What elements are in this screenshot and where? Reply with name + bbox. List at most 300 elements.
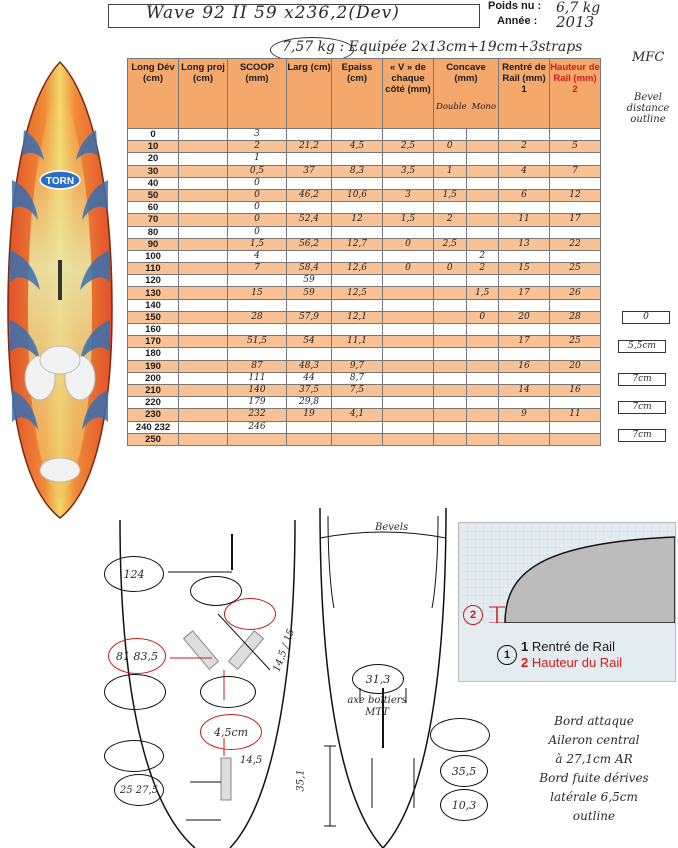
cell-proj [179, 311, 228, 323]
cell-cm [466, 129, 499, 141]
cell-v [383, 360, 434, 372]
cell-cd [434, 226, 467, 238]
cell-haut [550, 348, 601, 360]
table-row [128, 214, 601, 226]
cell-dev: 100 [128, 250, 179, 262]
board-title: Wave 92 II 59 x236,2(Dev) [146, 3, 400, 23]
cell-cd: 0 [434, 141, 467, 153]
cell-proj [179, 348, 228, 360]
cell-dev: 230 [128, 409, 179, 421]
cell-dev: 190 [128, 360, 179, 372]
cell-epais: 8,7 [332, 372, 383, 384]
cell-epais: 4,5 [332, 141, 383, 153]
cell-v: 1,5 [383, 214, 434, 226]
cell-v [383, 409, 434, 421]
cell-dev: 240 232 [128, 421, 179, 433]
cell-larg [287, 177, 332, 189]
cell-haut [550, 372, 601, 384]
cell-dev: 170 [128, 336, 179, 348]
cell-cm [466, 324, 499, 336]
cell-haut [550, 177, 601, 189]
cell-haut [550, 397, 601, 409]
table-row [128, 299, 601, 311]
cell-cd [434, 153, 467, 165]
cell-cd [434, 348, 467, 360]
cell-scoop: 87 [228, 360, 287, 372]
cell-cd [434, 384, 467, 396]
cell-cd [434, 250, 467, 262]
cell-cm: 2 [466, 250, 499, 262]
cell-dev: 160 [128, 324, 179, 336]
cell-dev: 200 [128, 372, 179, 384]
cell-epais [332, 202, 383, 214]
note-line-4: latérale 6,5cm [550, 790, 638, 804]
cell-scoop: 4 [228, 250, 287, 262]
table-row [128, 397, 601, 409]
circle-81-text: 81 83,5 [116, 649, 158, 663]
circle-124 [104, 556, 164, 592]
annee-label: Année : [497, 15, 538, 27]
cell-v [383, 177, 434, 189]
circle-10 [440, 789, 488, 821]
cell-haut [550, 250, 601, 262]
cell-proj [179, 214, 228, 226]
cell-rentre: 17 [499, 336, 550, 348]
legend-2-text: Hauteur du Rail [531, 655, 623, 670]
cell-cd [434, 129, 467, 141]
cell-epais: 11,1 [332, 336, 383, 348]
dim-straps: 14,5 / 15 [271, 627, 298, 674]
concave-double-label: Double [436, 102, 467, 112]
cell-larg [287, 129, 332, 141]
cell-cm [466, 384, 499, 396]
cell-dev: 30 [128, 165, 179, 177]
table-row [128, 153, 601, 165]
cell-cd [434, 311, 467, 323]
cell-scoop [228, 275, 287, 287]
table-row [128, 433, 601, 445]
circle-empty-left-2 [104, 740, 164, 772]
cell-proj [179, 263, 228, 275]
circle-31 [352, 664, 404, 694]
cell-epais [332, 250, 383, 262]
concave-mono-label: Mono [471, 102, 496, 112]
legend-1-text: Rentré de Rail [531, 639, 615, 654]
cell-rentre [499, 177, 550, 189]
cell-cd [434, 324, 467, 336]
cell-cd [434, 421, 467, 433]
cell-scoop: 0 [228, 226, 287, 238]
cell-haut: 26 [550, 287, 601, 299]
table-row [128, 324, 601, 336]
cell-scoop: 2 [228, 141, 287, 153]
cell-v [383, 372, 434, 384]
weight-brand: MFC [632, 50, 665, 65]
cell-epais: 12,1 [332, 311, 383, 323]
cell-rentre [499, 153, 550, 165]
cell-scoop: 140 [228, 384, 287, 396]
table-row [128, 421, 601, 433]
table-row [128, 336, 601, 348]
cell-proj [179, 336, 228, 348]
header-hauteur-rail: Hauteur de Rail (mm) 2 [550, 59, 601, 129]
cell-scoop: 179 [228, 397, 287, 409]
cell-haut [550, 433, 601, 445]
cell-proj [179, 165, 228, 177]
cell-haut [550, 299, 601, 311]
cell-rentre [499, 129, 550, 141]
handwritten-notes [514, 712, 674, 826]
cell-cd [434, 372, 467, 384]
cell-proj [179, 238, 228, 250]
table-row [128, 348, 601, 360]
cell-haut [550, 153, 601, 165]
cell-epais [332, 299, 383, 311]
cell-cd [434, 397, 467, 409]
cell-epais: 12,6 [332, 263, 383, 275]
cell-rentre [499, 324, 550, 336]
cell-rentre: 2 [499, 141, 550, 153]
cell-cm [466, 299, 499, 311]
cell-larg: 48,3 [287, 360, 332, 372]
cell-cm: 2 [466, 263, 499, 275]
cell-scoop [228, 348, 287, 360]
cell-v [383, 250, 434, 262]
cell-larg: 52,4 [287, 214, 332, 226]
header-epaiss: Epaiss (cm) [332, 59, 383, 129]
cell-cm [466, 348, 499, 360]
table-row [128, 263, 601, 275]
cell-proj [179, 275, 228, 287]
cell-v [383, 384, 434, 396]
cell-scoop: 111 [228, 372, 287, 384]
cell-proj [179, 287, 228, 299]
cell-cd [434, 287, 467, 299]
cell-cm [466, 189, 499, 201]
cell-v: 3 [383, 189, 434, 201]
cell-dev: 60 [128, 202, 179, 214]
cell-haut [550, 226, 601, 238]
cell-epais [332, 226, 383, 238]
cell-rentre: 9 [499, 409, 550, 421]
cell-v [383, 129, 434, 141]
cell-dev: 110 [128, 263, 179, 275]
table-row [128, 202, 601, 214]
dim-351: 35,1 [295, 769, 307, 792]
cell-scoop: 1 [228, 153, 287, 165]
cell-epais [332, 348, 383, 360]
cell-proj [179, 177, 228, 189]
cell-haut: 25 [550, 263, 601, 275]
cell-larg [287, 202, 332, 214]
cell-haut: 16 [550, 384, 601, 396]
circle-empty-mid [430, 718, 490, 752]
cell-scoop [228, 324, 287, 336]
cell-epais [332, 397, 383, 409]
cell-dev: 150 [128, 311, 179, 323]
table-row [128, 177, 601, 189]
cell-v [383, 324, 434, 336]
cell-haut [550, 324, 601, 336]
cell-larg: 57,9 [287, 311, 332, 323]
circle-mid-strap [200, 676, 256, 708]
note-line-2: à 27,1cm AR [555, 752, 633, 766]
cell-v [383, 226, 434, 238]
cell-scoop: 3 [228, 129, 287, 141]
cell-larg [287, 324, 332, 336]
cell-epais [332, 153, 383, 165]
cell-cd [434, 202, 467, 214]
header-rentre-rail: Rentré de Rail (mm) 1 [499, 59, 550, 129]
cell-dev: 180 [128, 348, 179, 360]
header-concave [434, 59, 499, 129]
cell-larg [287, 348, 332, 360]
cell-rentre: 11 [499, 214, 550, 226]
bevels-label: Bevels [375, 522, 409, 533]
cell-dev: 90 [128, 238, 179, 250]
rail-profile [459, 523, 675, 623]
cell-epais: 12,7 [332, 238, 383, 250]
cell-haut: 25 [550, 336, 601, 348]
cell-dev: 140 [128, 299, 179, 311]
header-long-dev: Long Dév (cm) [128, 59, 179, 129]
legend-marker-2: 2 [463, 605, 483, 625]
cell-epais: 12,5 [332, 287, 383, 299]
cell-v [383, 299, 434, 311]
cell-scoop: 246 [228, 421, 287, 433]
cell-larg: 37,5 [287, 384, 332, 396]
cell-cd [434, 299, 467, 311]
cell-rentre: 14 [499, 384, 550, 396]
table-row [128, 275, 601, 287]
cell-dev: 80 [128, 226, 179, 238]
cell-larg: 58,4 [287, 263, 332, 275]
cell-larg [287, 250, 332, 262]
note-line-0: Bord attaque [554, 714, 634, 728]
bevel-value-170: 7cm [618, 373, 666, 386]
bevel-value-130: 0 [622, 311, 670, 324]
table-row [128, 165, 601, 177]
cell-proj [179, 189, 228, 201]
cell-cd [434, 275, 467, 287]
cell-proj [179, 384, 228, 396]
cell-proj [179, 324, 228, 336]
cell-proj [179, 226, 228, 238]
cell-haut: 12 [550, 189, 601, 201]
cell-haut [550, 129, 601, 141]
table-row [128, 287, 601, 299]
cell-rentre [499, 372, 550, 384]
cell-v [383, 275, 434, 287]
table-row [128, 360, 601, 372]
bevel-value-190: 7cm [618, 401, 666, 414]
cell-rentre [499, 299, 550, 311]
cell-cm [466, 275, 499, 287]
cell-larg [287, 153, 332, 165]
cell-scoop: 0 [228, 202, 287, 214]
cell-proj [179, 141, 228, 153]
legend-line-1 [521, 639, 615, 654]
cell-rentre [499, 226, 550, 238]
poids-label: Poids nu : [488, 0, 542, 12]
cell-v [383, 336, 434, 348]
cell-dev: 50 [128, 189, 179, 201]
cell-dev: 250 [128, 433, 179, 445]
cell-haut [550, 275, 601, 287]
poids-value: 6,7 kg [556, 0, 601, 16]
table-row [128, 189, 601, 201]
spec-table [127, 58, 601, 446]
cell-scoop [228, 299, 287, 311]
bevel-value-150: 5,5cm [618, 340, 666, 353]
cell-cd: 1,5 [434, 189, 467, 201]
table-row [128, 384, 601, 396]
cell-proj [179, 153, 228, 165]
table-row [128, 238, 601, 250]
cell-scoop [228, 433, 287, 445]
cell-haut: 22 [550, 238, 601, 250]
cell-cm [466, 177, 499, 189]
circle-25 [114, 774, 164, 806]
cell-rentre [499, 250, 550, 262]
note-line-1: Aileron central [548, 733, 640, 747]
bevel-note: Bevel distance outline [626, 92, 670, 125]
cell-proj [179, 129, 228, 141]
cell-cm [466, 360, 499, 372]
cell-epais: 10,6 [332, 189, 383, 201]
cell-cm [466, 153, 499, 165]
table-row [128, 250, 601, 262]
cell-scoop: 0 [228, 214, 287, 226]
cell-cm [466, 214, 499, 226]
cell-proj [179, 433, 228, 445]
cell-cm [466, 202, 499, 214]
cell-cm [466, 372, 499, 384]
cell-rentre: 6 [499, 189, 550, 201]
cell-epais [332, 324, 383, 336]
header-long-proj: Long proj (cm) [179, 59, 228, 129]
circle-front-strap-red [224, 598, 276, 630]
cell-epais: 12 [332, 214, 383, 226]
cell-rentre [499, 275, 550, 287]
weight-equipped: 7,57 kg : Equipée 2x13cm+19cm+3straps [282, 39, 583, 55]
note-line-5: outline [572, 809, 616, 823]
cell-proj [179, 360, 228, 372]
circle-25-text: 25 27,5 [119, 784, 159, 796]
cell-cd: 0 [434, 263, 467, 275]
cell-epais: 8,3 [332, 165, 383, 177]
cell-v [383, 348, 434, 360]
cell-larg: 46,2 [287, 189, 332, 201]
header-scoop: SCOOP (mm) [228, 59, 287, 129]
cell-proj [179, 372, 228, 384]
cell-cm [466, 141, 499, 153]
circle-45 [200, 714, 262, 750]
cell-larg: 37 [287, 165, 332, 177]
cell-proj [179, 250, 228, 262]
cell-scoop: 51,5 [228, 336, 287, 348]
cell-v [383, 311, 434, 323]
cell-epais: 7,5 [332, 384, 383, 396]
cell-epais [332, 177, 383, 189]
cell-larg: 59 [287, 275, 332, 287]
cell-haut: 5 [550, 141, 601, 153]
note-line-3: Bord fuite dérives [539, 771, 649, 785]
cell-dev: 220 [128, 397, 179, 409]
cell-cm [466, 409, 499, 421]
legend-line-2 [521, 655, 622, 670]
cell-proj [179, 202, 228, 214]
table-row [128, 372, 601, 384]
cell-rentre [499, 348, 550, 360]
cell-scoop: 0,5 [228, 165, 287, 177]
cell-scoop: 0 [228, 189, 287, 201]
cell-epais [332, 433, 383, 445]
annee-value: 2013 [556, 13, 595, 31]
cell-cd [434, 433, 467, 445]
circle-empty-left [104, 674, 166, 710]
cell-v: 0 [383, 238, 434, 250]
cell-v [383, 287, 434, 299]
table-row [128, 226, 601, 238]
cell-cm: 0 [466, 311, 499, 323]
cell-larg: 56,2 [287, 238, 332, 250]
cell-haut: 28 [550, 311, 601, 323]
bevel-value-210: 7cm [618, 429, 666, 442]
cell-proj [179, 421, 228, 433]
cell-v [383, 397, 434, 409]
cell-cd [434, 360, 467, 372]
legend-marker-1: 1 [497, 645, 517, 665]
cell-haut: 11 [550, 409, 601, 421]
cell-dev: 0 [128, 129, 179, 141]
cell-rentre: 17 [499, 287, 550, 299]
cell-scoop: 15 [228, 287, 287, 299]
cell-larg [287, 226, 332, 238]
cell-larg: 21,2 [287, 141, 332, 153]
cell-dev: 10 [128, 141, 179, 153]
cell-v: 0 [383, 263, 434, 275]
cell-cm [466, 421, 499, 433]
cell-scoop: 232 [228, 409, 287, 421]
header-v: « V » de chaque côté (mm) [383, 59, 434, 129]
cell-scoop: 7 [228, 263, 287, 275]
cell-haut: 17 [550, 214, 601, 226]
cell-cm [466, 433, 499, 445]
cell-larg: 59 [287, 287, 332, 299]
cell-v: 3,5 [383, 165, 434, 177]
cell-haut: 7 [550, 165, 601, 177]
circle-124-text: 124 [123, 567, 145, 581]
cell-epais [332, 275, 383, 287]
cell-v [383, 153, 434, 165]
cell-haut [550, 421, 601, 433]
circle-45-text: 4,5cm [213, 725, 249, 739]
cell-cd: 2 [434, 214, 467, 226]
cell-cd [434, 409, 467, 421]
cell-rentre: 4 [499, 165, 550, 177]
cell-epais [332, 129, 383, 141]
cell-cd [434, 336, 467, 348]
cell-rentre [499, 202, 550, 214]
table-row [128, 129, 601, 141]
table-row [128, 311, 601, 323]
cell-dev: 70 [128, 214, 179, 226]
cell-cm: 1,5 [466, 287, 499, 299]
cell-scoop: 1,5 [228, 238, 287, 250]
cell-larg: 54 [287, 336, 332, 348]
cell-rentre [499, 433, 550, 445]
